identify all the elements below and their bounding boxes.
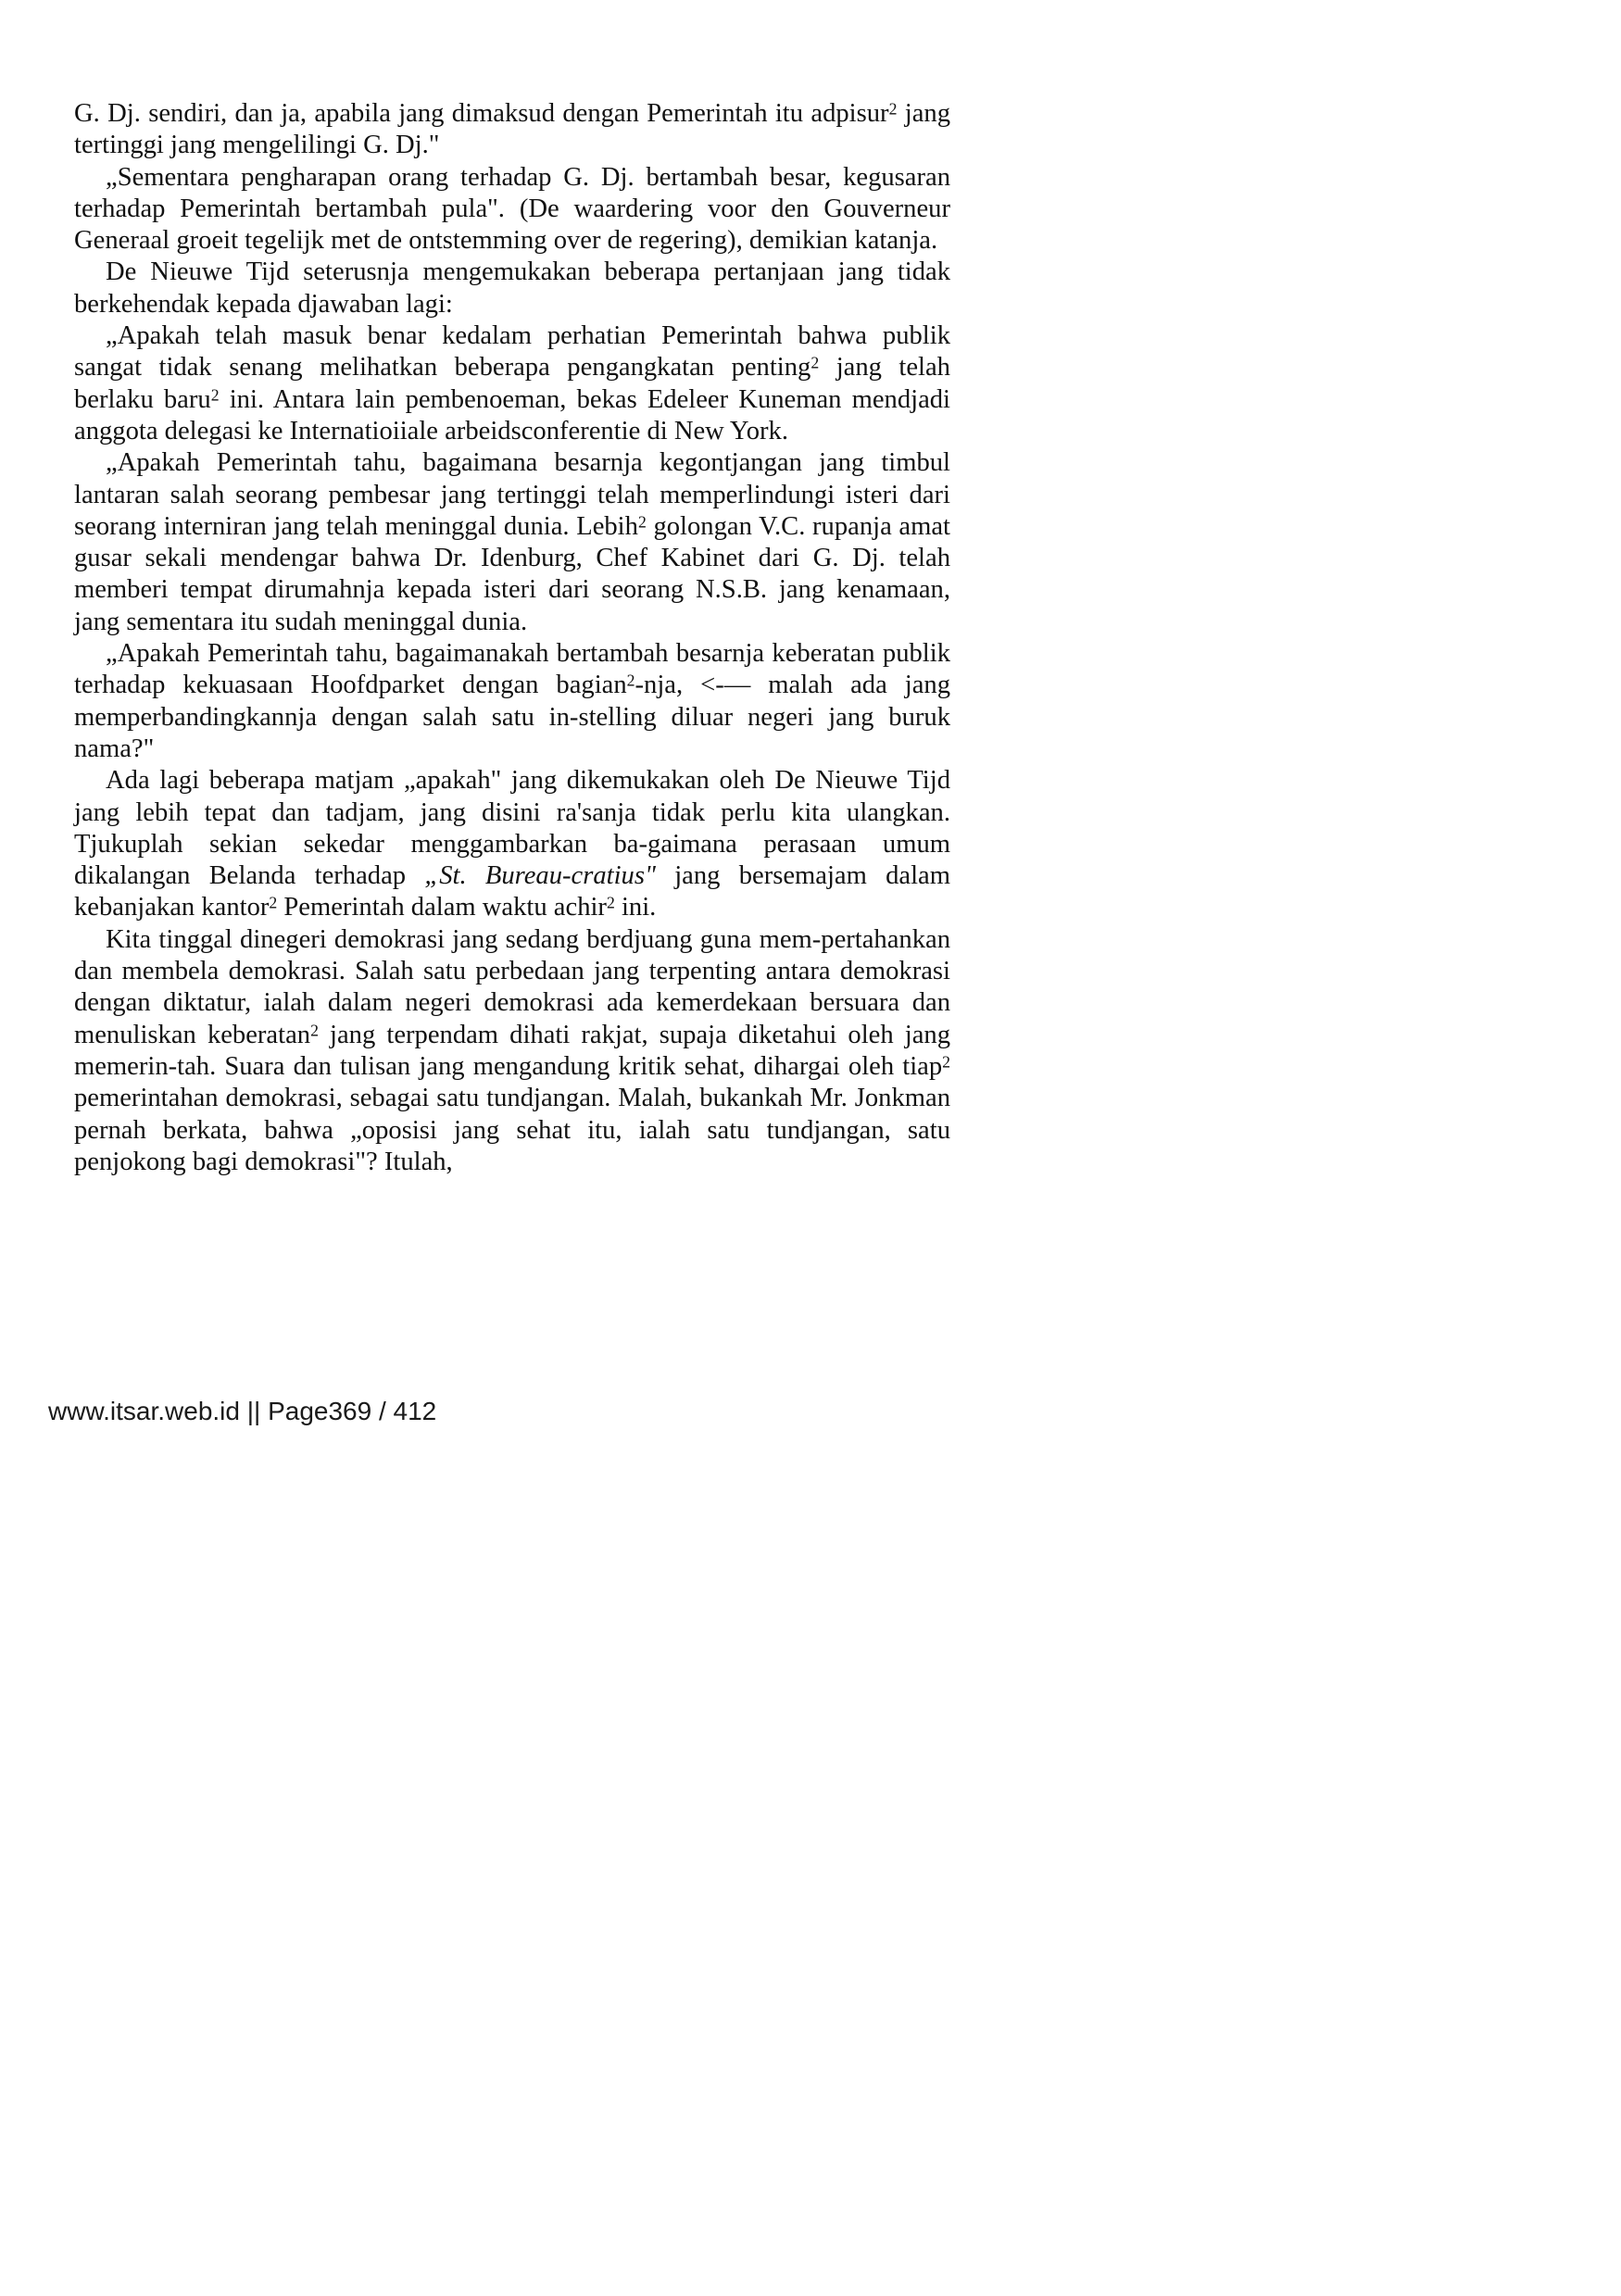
paragraph-3 (74, 257, 950, 320)
paragraph-2 (74, 162, 950, 257)
text-run: ini. Antara lain pembenoeman, bekas Edeleer Kuneman mendjadi anggota delegasi ke Internatioiiale arbeidsconferentie di New York. (74, 384, 951, 445)
page-body-text (74, 98, 950, 1178)
paragraph-4 (74, 320, 950, 447)
text-run: jang bersemajam dalam kebanjakan kantor (74, 861, 950, 922)
document-page (0, 0, 1024, 1449)
text-run: golongan V.C. rupanja amat gusar sekali mendengar bahwa Dr. Idenburg, Chef Kabinet dari G. Dj. telah memberi tempat dirumahnja kepada isteri dari seorang N.S.B. jang kenamaan, jang sementara itu sudah meninggal dunia. (74, 511, 950, 636)
text-run: G. Dj. sendiri, dan ja, apabila jang dimaksud dengan Pemerintah itu adpisur (74, 99, 889, 128)
text-run: „Apakah Pemerintah tahu, bagaimanakah bertambah besarnja keberatan publik terhadap kekuasaan Hoofdparket dengan bagian (74, 639, 950, 700)
text-run: De Nieuwe Tijd seterusnja mengemukakan beberapa pertanjaan jang tidak berkehendak kepada djawaban lagi: (74, 257, 950, 319)
plural-marker: 2 (606, 893, 615, 912)
text-run: „Apakah telah masuk benar kedalam perhatian Pemerintah bahwa publik sangat tidak senang melihatkan beberapa pengangkatan penting (74, 321, 950, 383)
text-run: „Sementara pengharapan orang terhadap G. Dj. bertambah besar, kegusaran terhadap Pemerintah bertambah pula". (De waardering voor den Gouverneur Generaal groeit tegelijk met de ontstemming over de regering), demikian katanja. (74, 162, 950, 256)
page-footer: www.itsar.web.id || Page369 / 412 (48, 1397, 437, 1425)
italic-text: „St. Bureau-cratius" (424, 861, 656, 891)
paragraph-1 (74, 98, 950, 162)
plural-marker: 2 (942, 1052, 950, 1072)
text-run: ini. (614, 893, 657, 922)
text-run: -nja, <-— malah ada jang memperbandingkannja dengan salah satu in-stelling diluar negeri jang buruk nama?" (74, 671, 950, 763)
text-run: Kita tinggal dinegeri demokrasi jang sedang berdjuang guna mem-pertahankan dan membela demokrasi. Salah satu perbedaan jang terpenting antara demokrasi dengan diktatur, ialah dalam negeri demokrasi ada kemerdekaan bersuara dan menuliskan keberatan (74, 924, 950, 1049)
text-run: Pemerintah dalam waktu achir (277, 893, 607, 922)
paragraph-6 (74, 638, 950, 765)
text-run: jang telah berlaku baru (74, 353, 950, 414)
text-run: jang tertinggi jang mengelilingi G. Dj." (74, 99, 951, 160)
text-run: pemerintahan demokrasi, sebagai satu tundjangan. Malah, bukankah Mr. Jonkman pernah berkata, bahwa „oposisi jang sehat itu, ialah satu tundjangan, satu penjokong bagi demokrasi"? Itulah, (74, 1084, 950, 1176)
plural-marker: 2 (210, 385, 220, 405)
plural-marker: 2 (626, 671, 635, 690)
text-run: Ada lagi beberapa matjam „apakah" jang dikemukakan oleh De Nieuwe Tijd jang lebih tepat dan tadjam, jang disini ra'sanja tidak perlu kita ulangkan. Tjukuplah sekian sekedar menggambarkan ba-gaimana perasaan umum dikalangan Belanda terhadap (74, 766, 950, 891)
paragraph-7 (74, 765, 950, 923)
plural-marker: 2 (269, 893, 278, 912)
plural-marker: 2 (810, 353, 820, 372)
plural-marker: 2 (888, 99, 898, 119)
text-run: „Apakah Pemerintah tahu, bagaimana besarnja kegontjangan jang timbul lantaran salah seorang pembesar jang tertinggi telah memperlindungi isteri dari seorang interniran jang telah meninggal dunia. Lebih (74, 448, 950, 541)
plural-marker: 2 (310, 1021, 319, 1040)
text-run: jang terpendam dihati rakjat, supaja diketahui oleh jang memerin-tah. Suara dan tulisan jang mengandung kritik sehat, dihargai oleh tiap (74, 1020, 950, 1081)
plural-marker: 2 (637, 512, 647, 532)
paragraph-5 (74, 447, 950, 638)
paragraph-8 (74, 924, 950, 1178)
